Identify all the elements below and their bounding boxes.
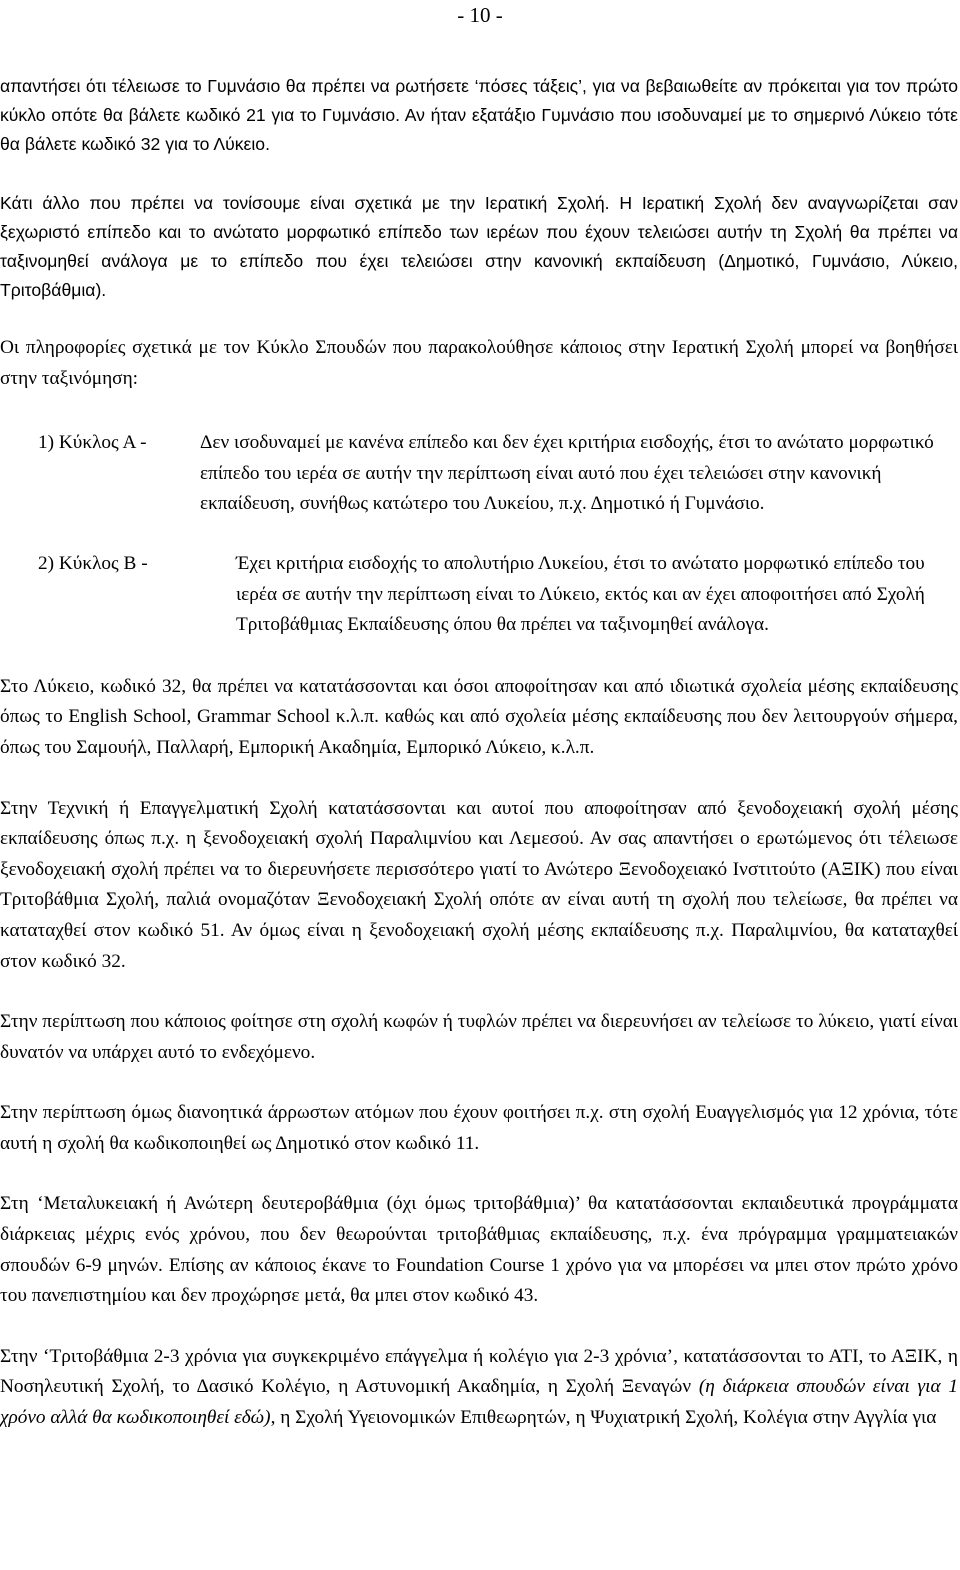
document-body	[0, 72, 958, 1434]
paragraph-evangelismos-school: Στην περίπτωση όμως διανοητικά άρρωστων ατόμων που έχουν φοιτήσει π.χ. στη σχολή Ευαγγελισμός για 12 χρόνια, τότε αυτή η σχολή θα κωδικοποιηθεί ως Δημοτικό στον κωδικό 11.	[0, 1102, 958, 1154]
paragraph-italic-note: (η διάρκεια σπουδών είναι για 1 χρόνο αλλά θα κωδικοποιηθεί εδώ)	[0, 1376, 959, 1429]
list-item-text: Δεν ισοδυναμεί με κανένα επίπεδο και δεν έχει κριτήρια εισδοχής, έτσι το ανώτατο μορφωτικό επίπεδο του ιερέα σε αυτήν την περίπτωση είναι αυτό που έχει τελειώσει στην κανονική εκπαίδευση, συνήθως κατώτερο του Λυκείου, π.χ. Δημοτικό ή Γυμνάσιο.	[200, 432, 934, 515]
list-item-cycle-a	[0, 428, 958, 520]
paragraph-deaf-blind-school: Στην περίπτωση που κάποιος φοίτησε στη σχολή κωφών ή τυφλών πρέπει να διερευνήσει αν τελείωσε το λύκειο, γιατί είναι δυνατόν να υπάρχει αυτό το ενδεχόμενο.	[0, 1011, 958, 1063]
paragraph-technical-school: Στην Τεχνική ή Επαγγελματική Σχολή κατατάσσονται και αυτοί που αποφοίτησαν από ξενοδοχειακή σχολή μέσης εκπαίδευσης όπως π.χ. η ξενοδοχειακή σχολή Παραλιμνίου και Λεμεσού. Αν σας απαντήσει ο ερωτώμενος ότι τέλειωσε ξενοδοχειακή σχολή πρέπει να το διερευνήσετε περισσότερο γιατί το Ανώτερο Ξενοδοχειακό Ινστιτούτο (ΑΞΙΚ) που είναι Τριτοβάθμια Σχολή, παλιά ονομαζόταν Ξενοδοχειακή Σχολή οπότε αν είναι αυτή τη σχολή που τελείωσε, θα πρέπει να καταταχθεί στον κωδικό 51. Αν όμως είναι η ξενοδοχειακή σχολή μέσης εκπαίδευσης π.χ. Παραλιμνίου, θα καταταχθεί στον κωδικό 32.	[0, 797, 958, 972]
list-item-cycle-b	[0, 549, 958, 641]
paragraph-lykeio-code-32: Στο Λύκειο, κωδικό 32, θα πρέπει να κατατάσσονται και όσοι αποφοίτησαν και από ιδιωτικά σχολεία μέσης εκπαίδευσης όπως το English School, Grammar School κ.λ.π. καθώς και από σχολεία μέσης εκπαίδευσης που δεν λειτουργούν σήμερα, όπως του Σαμουήλ, Παλλαρή, Εμπορική Ακαδημία, Εμπορικό Λύκειο, κ.λ.π.	[0, 675, 958, 758]
list-item-label: 1) Κύκλος Α -	[38, 432, 147, 454]
list-item-text: Έχει κριτήρια εισδοχής το απολυτήριο Λυκείου, έτσι το ανώτατο μορφωτικό επίπεδο του ιερέα σε αυτήν την περίπτωση είναι το Λύκειο, εκτός και αν έχει αποφοιτήσει από Σχολή Τριτοβάθμιας Εκπαίδευσης όπου θα πρέπει να ταξινομηθεί ανάλογα.	[236, 552, 925, 636]
paragraph-ieratiki-scholi: Κάτι άλλο που πρέπει να τονίσουμε είναι σχετικά με την Ιερατική Σχολή. Η Ιερατική Σχολή δεν αναγνωρίζεται σαν ξεχωριστό επίπεδο και το ανώτατο μορφωτικό επίπεδο των ιερέων που έχουν τελειώσει αυτήν τη Σχολή θα πρέπει να ταξινομηθεί ανάλογα με το επίπεδο που έχει τελειώσει στην κανονική εκπαίδευση (Δημοτικό, Γυμνάσιο, Λύκειο, Τριτοβάθμια).	[0, 193, 958, 300]
paragraph-post-secondary: Στη ‘Μεταλυκειακή ή Ανώτερη δευτεροβάθμια (όχι όμως τριτοβάθμια)’ θα κατατάσσονται εκπαιδευτικά προγράμματα διάρκειας μέχρις ενός χρόνου, που δεν θεωρούνται τριτοβάθμιας εκπαίδευσης, π.χ. ένα πρόγραμμα γραμματειακών σπουδών 6-9 μηνών. Επίσης αν κάποιος έκανε το Foundation Course 1 χρόνο για να μπορέσει να μπει στον πρώτο χρόνο του πανεπιστημίου και δεν προχώρησε μετά, θα μπει στον κωδικό 43.	[0, 1193, 958, 1307]
paragraph-text-end: , η Σχολή Υγειονομικών Επιθεωρητών, η Ψυχιατρική Σχολή, Κολέγια στην Αγγλία για	[270, 1407, 937, 1429]
list-item-label: 2) Κύκλος Β -	[38, 552, 148, 574]
paragraph-tertiary-2-3-years	[0, 1342, 958, 1434]
paragraph-study-cycle-info: Οι πληροφορίες σχετικά με τον Κύκλο Σπουδών που παρακολούθησε κάποιος στην Ιερατική Σχολή μπορεί να βοηθήσει στην ταξινόμηση:	[0, 337, 958, 389]
paragraph-gymnasium-cycle: απαντήσει ότι τέλειωσε το Γυμνάσιο θα πρέπει να ρωτήσετε ‘πόσες τάξεις’, για να βεβαιωθείτε αν πρόκειται για τον πρώτο κύκλο οπότε θα βάλετε κωδικό 21 για το Γυμνάσιο. Αν ήταν εξατάξιο Γυμνάσιο που ισοδυναμεί με το σημερινό Λύκειο τότε θα βάλετε κωδικό 32 για το Λύκειο.	[0, 76, 958, 154]
study-cycle-list	[0, 428, 958, 641]
page-number: - 10 -	[457, 3, 503, 27]
paragraph-text-start: Στην ‘Τριτοβάθμια 2-3 χρόνια για συγκεκριμένο επάγγελμα ή κολέγιο για 2-3 χρόνια’, κατατάσσονται το ΑΤΙ, το ΑΞΙΚ, η Νοσηλευτική Σχολή, το Δασικό Κολέγιο, η Αστυνομική Ακαδημία, η Σχολή Ξεναγών	[0, 1345, 958, 1398]
